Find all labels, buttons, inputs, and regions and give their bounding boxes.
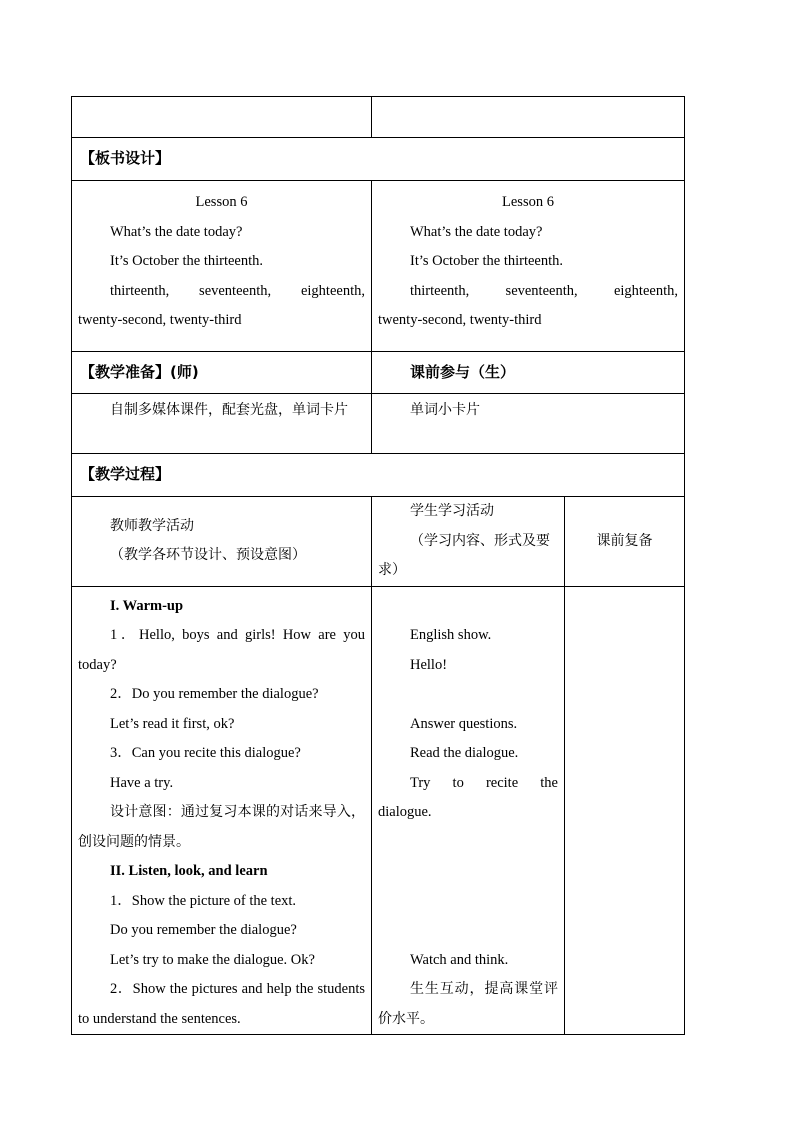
review-header: 课前复备 xyxy=(565,497,685,587)
word: thirteenth, xyxy=(410,282,470,299)
lesson-plan-page xyxy=(71,96,684,1035)
process-content-row xyxy=(72,586,685,1035)
teacher-step: 2．Show the pictures and help the students to understand the sentences. xyxy=(78,981,365,1027)
teacher-step: Let’s read it first, ok? xyxy=(110,715,235,732)
board-design-header: 【板书设计】 xyxy=(72,138,685,181)
board-design-right xyxy=(372,181,685,352)
student-step: Read the dialogue. xyxy=(410,745,519,761)
lesson-title: Lesson 6 xyxy=(195,194,248,210)
word: seventeenth, xyxy=(505,282,578,299)
answer-line: It’s October the thirteenth. xyxy=(110,253,264,269)
word: eighteenth, xyxy=(613,282,678,299)
student-step: Answer questions. xyxy=(410,715,518,732)
words-line-1 xyxy=(78,277,365,307)
board-design-left xyxy=(72,181,372,352)
word: eighteenth, xyxy=(300,282,365,299)
teacher-activity-subtitle: （教学各环节设计、预设意图） xyxy=(110,547,306,564)
teacher-activity-title: 教师教学活动 xyxy=(110,517,194,534)
student-activity-header xyxy=(372,497,565,587)
process-header-row xyxy=(72,454,685,497)
student-prep-text: 单词小卡片 xyxy=(410,402,480,418)
process-header: 【教学过程】 xyxy=(72,454,685,497)
board-design-header-row xyxy=(72,138,685,181)
design-intent: 设计意图：通过复习本课的对话来导入，创设问题的情景。 xyxy=(78,804,365,850)
student-activity-title: 学生学习活动 xyxy=(410,503,494,519)
empty-row xyxy=(72,97,685,138)
process-columns-row xyxy=(72,497,685,587)
prep-content-row xyxy=(72,394,685,454)
teacher-prep-text: 自制多媒体课件，配套光盘，单词卡片 xyxy=(110,402,348,418)
teacher-step: 1．Show the picture of the text. xyxy=(110,892,297,909)
student-activity-content xyxy=(372,586,565,1035)
question-line: What’s the date today? xyxy=(410,223,543,240)
teacher-step: 1．Hello, boys and girls! How are you today? xyxy=(78,627,365,673)
empty-cell-left xyxy=(72,97,372,138)
word: thirteenth, xyxy=(110,282,170,299)
warmup-heading: I. Warm-up xyxy=(110,597,184,614)
words-line-1 xyxy=(378,277,678,307)
student-activity-subtitle: （学习内容、形式及要求） xyxy=(378,532,550,578)
student-step: Try to recite the dialogue. xyxy=(378,774,558,820)
words-line-2: twenty-second, twenty-third xyxy=(78,312,242,328)
board-design-row xyxy=(72,181,685,352)
student-step: Watch and think. xyxy=(410,951,509,968)
student-step: Hello! xyxy=(410,656,448,673)
spacer xyxy=(378,828,558,946)
teacher-activity-content xyxy=(72,586,372,1035)
prep-header-row xyxy=(72,352,685,394)
teacher-activity-header xyxy=(72,497,372,587)
review-content xyxy=(565,586,685,1035)
lesson-plan-table xyxy=(71,96,685,1035)
teacher-prep-role: (师) xyxy=(170,362,199,381)
teacher-prep-header xyxy=(72,352,372,394)
student-prep-content xyxy=(372,394,685,454)
teacher-step: Let’s try to make the dialogue. Ok? xyxy=(110,951,315,968)
teacher-step: 3．Can you recite this dialogue? xyxy=(110,745,301,761)
teacher-step: Do you remember the dialogue? xyxy=(110,922,297,938)
word: seventeenth, xyxy=(199,282,272,299)
answer-line: It’s October the thirteenth. xyxy=(410,253,564,269)
teacher-step: 2．Do you remember the dialogue? xyxy=(110,686,319,702)
listen-heading: II. Listen, look, and learn xyxy=(110,863,268,879)
student-prep-header: 课前参与（生） xyxy=(372,352,685,394)
empty-cell-right xyxy=(372,97,685,138)
student-step: 生生互动，提高课堂评价水平。 xyxy=(378,981,558,1027)
spacer xyxy=(378,592,558,622)
teacher-prep-content xyxy=(72,394,372,454)
spacer xyxy=(378,680,558,710)
lesson-title: Lesson 6 xyxy=(502,194,554,210)
teacher-step: Have a try. xyxy=(110,774,174,791)
words-line-2: twenty-second, twenty-third xyxy=(378,312,542,328)
student-step: English show. xyxy=(410,627,492,643)
question-line: What’s the date today? xyxy=(110,223,243,240)
teacher-prep-title: 【教学准备】 xyxy=(80,362,171,381)
